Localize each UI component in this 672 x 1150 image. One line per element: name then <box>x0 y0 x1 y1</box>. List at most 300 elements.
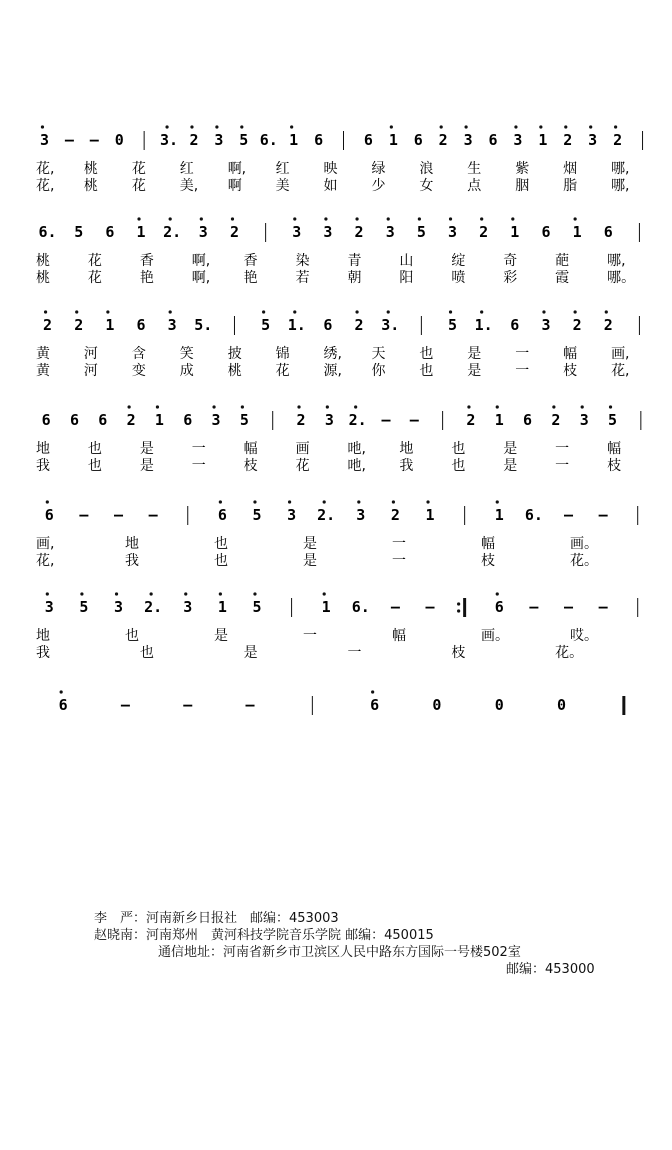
lyric-char: 也 <box>451 458 466 474</box>
octave-dot <box>128 405 131 408</box>
note: 6 <box>41 411 51 429</box>
lyric-char: 枝 <box>481 553 495 569</box>
note: 2 <box>563 131 573 149</box>
footer-line-3: 通信地址：河南省新乡市卫滨区人民中路东方国际一号楼502室 <box>158 945 521 960</box>
lyric-char: 我 <box>36 458 50 474</box>
octave-dot <box>581 405 584 408</box>
lyric-char: 地 <box>399 441 414 457</box>
lyric-char: 也 <box>419 346 434 362</box>
note: 6 <box>510 316 520 334</box>
lyric-char: 枝 <box>563 363 578 379</box>
note: – <box>79 506 89 524</box>
octave-dot <box>290 125 293 128</box>
lyric-char: 啊, <box>191 253 211 269</box>
lyric-char: 奇 <box>503 253 518 269</box>
note: – <box>563 598 573 616</box>
lyric-char: 幅 <box>392 628 406 644</box>
lyric-char: 一 <box>392 536 406 552</box>
lyric-char: 阳 <box>399 270 414 286</box>
lyric-char: 桃 <box>83 161 98 177</box>
lyric-char: 艳 <box>243 270 258 286</box>
lyric-char: 花 <box>275 363 290 379</box>
octave-dot <box>169 310 172 313</box>
lyric-char: 哎。 <box>570 628 598 644</box>
note: 6 <box>44 506 54 524</box>
lyric-char: 哪, <box>607 253 626 269</box>
octave-dot <box>106 310 109 313</box>
lyric-char: 地 <box>36 441 50 457</box>
lyric-char: 染 <box>295 253 310 269</box>
lyric-char: 映 <box>323 161 338 177</box>
note: 2. <box>317 506 336 524</box>
note: 3. <box>381 316 400 334</box>
lyric-char: 是 <box>139 441 154 457</box>
octave-dot <box>60 690 63 693</box>
lyric-char: 是 <box>503 458 518 474</box>
lyric-char: 一 <box>347 645 362 661</box>
lyric-char: 红 <box>275 161 290 177</box>
note: 6 <box>69 411 79 429</box>
lyric-char: 香 <box>139 253 154 269</box>
lyric-char: 山 <box>399 253 414 269</box>
lyric-char: 画。 <box>481 628 509 644</box>
lyric-char: 地 <box>125 536 139 552</box>
octave-dot <box>231 217 234 220</box>
lyric-char: 幅 <box>607 441 622 457</box>
octave-dot <box>387 217 390 220</box>
octave-dot <box>467 405 470 408</box>
lyric-char: 画。 <box>570 536 598 552</box>
lyric-char: 花, <box>36 553 55 569</box>
note: 3 <box>292 223 302 241</box>
lyric-char: 花 <box>87 253 102 269</box>
lyric-char: 是 <box>243 645 258 661</box>
lyric-char: 哪, <box>611 161 630 177</box>
lyric-char: 花 <box>87 270 102 286</box>
lyric-char: 成 <box>179 363 194 379</box>
note: 1 <box>425 506 435 524</box>
lyric-char: 也 <box>214 536 228 552</box>
note: 0 <box>432 696 442 714</box>
octave-dot <box>614 125 617 128</box>
note: 0 <box>494 696 504 714</box>
note: 3 <box>588 131 598 149</box>
lyric-char: 也 <box>214 553 228 569</box>
note: 1 <box>572 223 582 241</box>
octave-dot <box>240 125 243 128</box>
note: 1 <box>136 223 146 241</box>
note: 6 <box>370 696 380 714</box>
lyric-char: 美 <box>275 178 290 194</box>
note: 2 <box>466 411 476 429</box>
lyric-char: 喷 <box>451 270 466 286</box>
note: 1 <box>510 223 520 241</box>
octave-dot <box>41 125 44 128</box>
note: 2 <box>390 506 400 524</box>
octave-dot <box>297 405 300 408</box>
lyric-char: 彩 <box>503 270 518 286</box>
lyric-char: 哪, <box>611 178 630 194</box>
note: 3 <box>167 316 177 334</box>
note: 6 <box>541 223 551 241</box>
octave-dot <box>293 217 296 220</box>
lyric-char: 也 <box>451 441 466 457</box>
octave-dot <box>355 310 358 313</box>
note: 5. <box>194 316 213 334</box>
lyric-char: 紫 <box>515 161 530 177</box>
note: – <box>598 598 608 616</box>
note: 3 <box>356 506 366 524</box>
octave-dot <box>184 592 187 595</box>
note: 5 <box>252 598 262 616</box>
octave-dot <box>323 500 326 503</box>
lyric-char: 点 <box>467 178 482 194</box>
note: 6 <box>314 131 324 149</box>
note: – <box>390 598 400 616</box>
octave-dot <box>253 500 256 503</box>
lyric-char: 美, <box>179 178 199 194</box>
lyric-char: 幅 <box>243 441 258 457</box>
lyric-char: 吔, <box>347 458 366 474</box>
lyric-char: 笑 <box>179 346 194 362</box>
octave-dot <box>480 310 483 313</box>
lyric-char: 花 <box>295 458 310 474</box>
note: 3 <box>214 131 224 149</box>
note: 6 <box>105 223 115 241</box>
lyric-char: 幅 <box>563 346 578 362</box>
note: 2 <box>438 131 448 149</box>
note: 1 <box>494 506 504 524</box>
note: 2 <box>229 223 239 241</box>
lyric-char: 胭 <box>515 178 530 194</box>
lyric-char: 桃 <box>36 270 50 286</box>
lyric-char: 桃 <box>36 253 50 269</box>
lyric-char: 你 <box>371 363 386 379</box>
octave-dot <box>241 405 244 408</box>
lyric-char: 也 <box>87 458 102 474</box>
octave-dot <box>514 125 517 128</box>
octave-dot <box>465 125 468 128</box>
note: 2 <box>354 223 364 241</box>
lyric-char: 我 <box>399 458 414 474</box>
note: – <box>563 506 573 524</box>
note: 3 <box>44 598 54 616</box>
octave-dot <box>574 310 577 313</box>
octave-dot <box>288 500 291 503</box>
lyric-char: 啊, <box>191 270 211 286</box>
note: 6 <box>603 223 613 241</box>
octave-dot <box>426 500 429 503</box>
note: – <box>183 696 193 714</box>
note: 5 <box>239 411 249 429</box>
octave-dot <box>449 310 452 313</box>
note: 6 <box>217 506 227 524</box>
lyric-char: 我 <box>125 553 139 569</box>
octave-dot <box>387 310 390 313</box>
lyric-char: 一 <box>191 458 206 474</box>
note: – <box>425 598 435 616</box>
note: 1 <box>289 131 299 149</box>
lyric-char: 脂 <box>563 178 578 194</box>
note: 2 <box>189 131 199 149</box>
note: 3 <box>183 598 193 616</box>
note: 6 <box>488 131 498 149</box>
note: 3 <box>463 131 473 149</box>
lyric-char: 花, <box>36 161 55 177</box>
lyric-char: 葩 <box>555 253 570 269</box>
lyric-char: 绣, <box>323 346 342 362</box>
lyric-char: 桃 <box>227 363 242 379</box>
octave-dot <box>190 125 193 128</box>
note: 2. <box>144 598 163 616</box>
note: 2 <box>43 316 53 334</box>
octave-dot <box>324 217 327 220</box>
note: – <box>598 506 608 524</box>
lyric-char: 披 <box>227 346 242 362</box>
octave-dot <box>293 310 296 313</box>
lyric-char: 一 <box>555 441 570 457</box>
note: 3 <box>198 223 208 241</box>
footer-line-4: 邮编：453000 <box>506 962 595 977</box>
note: 1 <box>154 411 164 429</box>
lyric-char: 花, <box>36 178 55 194</box>
octave-dot <box>371 690 374 693</box>
octave-dot <box>253 592 256 595</box>
note: 3 <box>541 316 551 334</box>
note: 2 <box>572 316 582 334</box>
octave-dot <box>262 310 265 313</box>
note: 3 <box>287 506 297 524</box>
lyric-char: 香 <box>243 253 258 269</box>
octave-dot <box>212 405 215 408</box>
lyric-char: 烟 <box>563 161 578 177</box>
lyric-char: 是 <box>303 553 317 569</box>
note: 1 <box>321 598 331 616</box>
note: 6 <box>58 696 68 714</box>
lyric-char: 少 <box>371 178 386 194</box>
lyric-char: 一 <box>303 628 317 644</box>
lyric-char: 画 <box>295 441 310 457</box>
lyric-char: 红 <box>179 161 194 177</box>
octave-dot <box>137 217 140 220</box>
note: 0 <box>557 696 567 714</box>
note: 3 <box>323 223 333 241</box>
octave-dot <box>542 310 545 313</box>
octave-dot <box>552 405 555 408</box>
lyric-char: 枝 <box>607 458 622 474</box>
lyric-char: 哪。 <box>607 270 636 286</box>
note: 3 <box>513 131 523 149</box>
note: 3 <box>324 411 334 429</box>
note: 5 <box>239 131 249 149</box>
lyric-char: 花, <box>611 363 630 379</box>
note: 3 <box>211 411 221 429</box>
octave-dot <box>115 592 118 595</box>
lyric-char: 幅 <box>481 536 495 552</box>
lyric-char: 啊 <box>227 178 242 194</box>
lyric-char: 一 <box>515 363 530 379</box>
lyric-char: 一 <box>392 553 406 569</box>
note: 1. <box>287 316 306 334</box>
octave-dot <box>165 125 168 128</box>
lyric-char: 枝 <box>243 458 258 474</box>
note: 6 <box>136 316 146 334</box>
note: 6 <box>98 411 108 429</box>
octave-dot <box>511 217 514 220</box>
lyric-char: 绿 <box>371 161 386 177</box>
lyric-char: 也 <box>419 363 434 379</box>
note: 6 <box>323 316 333 334</box>
lyric-char: 霞 <box>555 270 570 286</box>
octave-dot <box>215 125 218 128</box>
lyric-char: 女 <box>419 178 434 194</box>
lyric-char: 啊, <box>227 161 247 177</box>
note: 2 <box>479 223 489 241</box>
lyric-char: 是 <box>139 458 154 474</box>
note: 1 <box>217 598 227 616</box>
octave-dot <box>480 217 483 220</box>
lyric-char: 绽 <box>451 253 466 269</box>
lyric-char: 锦 <box>275 346 290 362</box>
note: – <box>64 131 74 149</box>
octave-dot <box>200 217 203 220</box>
note: 6. <box>351 598 370 616</box>
lyric-char: 吔, <box>347 441 366 457</box>
note: 5 <box>252 506 262 524</box>
octave-dot <box>219 500 222 503</box>
octave-dot <box>449 217 452 220</box>
lyric-char: 变 <box>131 363 146 379</box>
note: 1 <box>494 411 504 429</box>
lyric-char: 黄 <box>36 363 50 379</box>
octave-dot <box>609 405 612 408</box>
lyric-char: 画, <box>611 346 630 362</box>
lyric-char: 是 <box>467 346 482 362</box>
note: 2 <box>551 411 561 429</box>
octave-dot <box>354 405 357 408</box>
footer-line-1: 李 严：河南新乡日报社 邮编：453003 <box>94 911 339 926</box>
note: 6. <box>259 131 278 149</box>
note: – <box>148 506 158 524</box>
lyric-char: 艳 <box>139 270 154 286</box>
note: – <box>529 598 539 616</box>
note: 1 <box>105 316 115 334</box>
note: 2 <box>126 411 136 429</box>
octave-dot <box>150 592 153 595</box>
lyric-char: 也 <box>87 441 102 457</box>
note: – <box>120 696 130 714</box>
octave-dot <box>496 500 499 503</box>
lyric-char: 浪 <box>419 161 434 177</box>
note: 6 <box>363 131 373 149</box>
note: 2 <box>354 316 364 334</box>
lyric-char: 是 <box>303 536 317 552</box>
lyric-char: 如 <box>323 178 338 194</box>
note: 3 <box>114 598 124 616</box>
note: – <box>114 506 124 524</box>
note: 5 <box>79 598 89 616</box>
octave-dot <box>355 217 358 220</box>
note: 1. <box>474 316 493 334</box>
note: – <box>245 696 255 714</box>
lyric-char: 是 <box>214 628 228 644</box>
octave-dot <box>44 310 47 313</box>
note: 1 <box>538 131 548 149</box>
note: 3. <box>160 131 179 149</box>
note: 2. <box>348 411 367 429</box>
note: 3 <box>448 223 458 241</box>
octave-dot <box>574 217 577 220</box>
octave-dot <box>169 217 172 220</box>
lyric-char: 桃 <box>83 178 98 194</box>
octave-dot <box>390 125 393 128</box>
octave-dot <box>219 592 222 595</box>
note: 6 <box>523 411 533 429</box>
note: 5 <box>74 223 84 241</box>
lyric-char: 含 <box>131 346 146 362</box>
lyric-char: 是 <box>467 363 482 379</box>
octave-dot <box>605 310 608 313</box>
note: – <box>381 411 391 429</box>
lyric-char: 天 <box>371 346 386 362</box>
octave-dot <box>539 125 542 128</box>
lyric-char: 黄 <box>36 346 50 362</box>
octave-dot <box>496 405 499 408</box>
octave-dot <box>392 500 395 503</box>
lyric-char: 生 <box>467 161 482 177</box>
lyric-char: 地 <box>36 628 50 644</box>
lyric-char: 也 <box>125 628 139 644</box>
octave-dot <box>418 217 421 220</box>
note: 5 <box>608 411 618 429</box>
lyric-char: 花 <box>131 178 146 194</box>
note: 3 <box>39 131 49 149</box>
octave-dot <box>46 500 49 503</box>
note: – <box>89 131 99 149</box>
note: 6 <box>413 131 423 149</box>
octave-dot <box>80 592 83 595</box>
octave-dot <box>589 125 592 128</box>
note: 3 <box>385 223 395 241</box>
lyric-char: 花。 <box>555 645 584 661</box>
lyric-char: 源, <box>323 363 342 379</box>
lyric-char: 一 <box>515 346 530 362</box>
octave-dot <box>323 592 326 595</box>
note: 0 <box>114 131 124 149</box>
lyric-char: 花 <box>131 161 146 177</box>
lyric-char: 河 <box>83 363 98 379</box>
lyric-char: 一 <box>555 458 570 474</box>
note: 2 <box>613 131 623 149</box>
octave-dot <box>496 592 499 595</box>
note: 2 <box>74 316 84 334</box>
octave-dot <box>564 125 567 128</box>
lyric-char: 是 <box>503 441 518 457</box>
lyric-char: 若 <box>295 270 310 286</box>
footer-line-2: 赵晓南：河南郑州 黄河科技学院音乐学院 邮编：450015 <box>94 928 434 943</box>
note: 3 <box>579 411 589 429</box>
note: 5 <box>416 223 426 241</box>
note: 2 <box>296 411 306 429</box>
lyric-char: 青 <box>347 253 362 269</box>
note: 2. <box>163 223 182 241</box>
lyric-char: 一 <box>191 441 206 457</box>
note: 6 <box>494 598 504 616</box>
note: 1 <box>388 131 398 149</box>
octave-dot <box>440 125 443 128</box>
lyric-char: 我 <box>36 645 50 661</box>
note: 6. <box>524 506 543 524</box>
